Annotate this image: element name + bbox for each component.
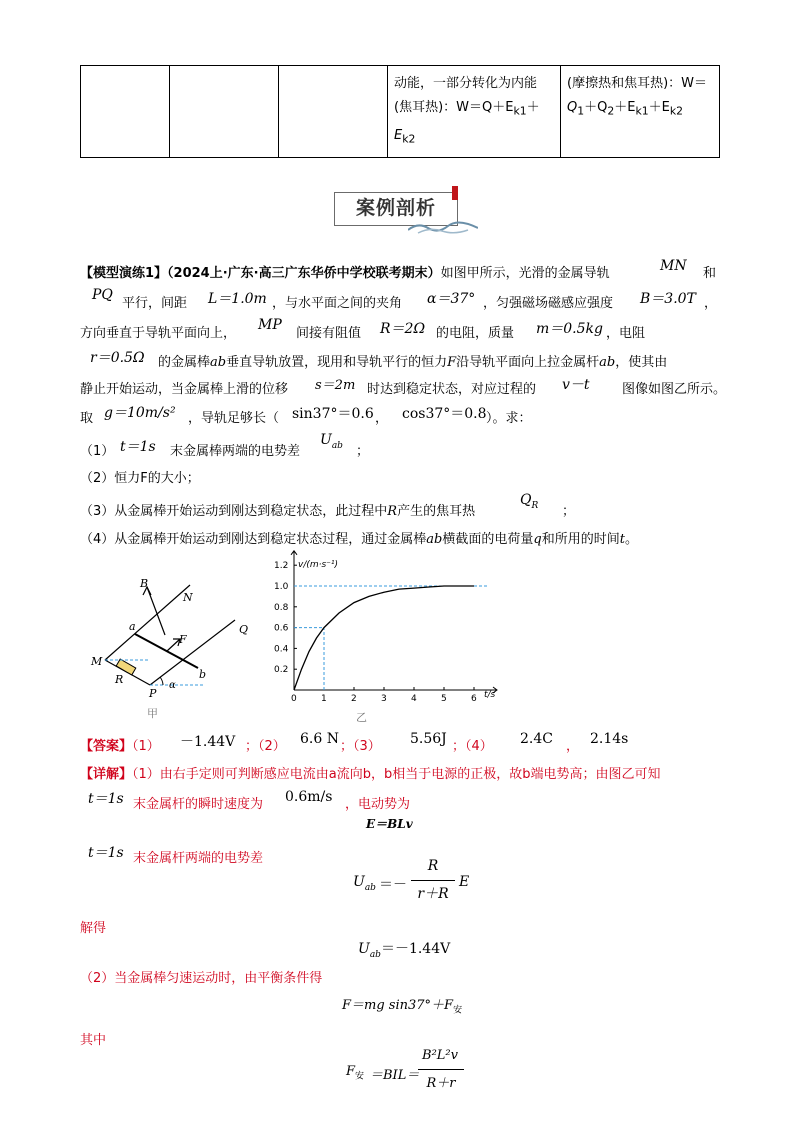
table-text: Q: [567, 100, 578, 115]
formula-cos: cos37°＝0.8: [402, 406, 487, 422]
y-tick-label: 0.6: [274, 623, 289, 634]
text: 末金属棒两端的电势差: [170, 444, 301, 459]
text: ＝BIL＝: [370, 1068, 420, 1083]
text: 其中: [80, 1033, 107, 1048]
answer-2-value: 6.6 N: [300, 731, 339, 747]
text: 平行，间距: [122, 296, 188, 311]
text: ＝－: [379, 877, 407, 893]
label-R: R: [115, 673, 124, 686]
label-alpha: α: [169, 680, 176, 691]
fraction-numerator: B²L²v: [422, 1048, 458, 1063]
text: ＝－1.44V: [380, 941, 451, 957]
fraction-bar: [411, 880, 455, 881]
y-tick-label: 0.2: [274, 665, 289, 676]
question-1-num: （1）: [80, 444, 115, 459]
text: ，导轨足够长（: [188, 411, 280, 426]
table-text: ＋E: [648, 100, 670, 115]
y-tick-label: 0.8: [274, 602, 289, 613]
table-text: 动能，一部分转化为内能: [394, 76, 538, 91]
formula-r: r＝0.5Ω: [90, 350, 145, 366]
text: ，: [375, 411, 389, 426]
x-tick-label: 6: [471, 694, 477, 704]
chart-xlabel: t/s: [484, 690, 496, 700]
text: 和: [703, 266, 717, 281]
answer-3-value: 5.56J: [410, 731, 447, 747]
table-cell-3: [279, 66, 388, 158]
question-4: [80, 528, 638, 547]
text: 产生的焦耳热: [397, 504, 476, 519]
series-line-v: [294, 586, 474, 690]
label-a: a: [129, 620, 136, 633]
arrow-B: [147, 587, 165, 635]
text: 方向垂直于导轨平面向上，: [80, 326, 237, 341]
x-tick-label: 1: [321, 694, 327, 704]
text: q: [533, 532, 542, 547]
text: 图像如图乙所示。: [622, 382, 727, 397]
table-sub: 2: [607, 104, 615, 118]
table-sub: k2: [669, 104, 684, 118]
text: R: [531, 500, 539, 511]
text: ，电阻: [606, 326, 646, 341]
text: ；: [562, 504, 576, 519]
table-text: ＋E: [614, 100, 636, 115]
text: ab: [210, 355, 227, 370]
problem-tag: 【模型演练1】: [80, 266, 168, 281]
label-P: P: [149, 687, 157, 700]
formula-t1: t＝1s: [88, 791, 124, 807]
text: ，使其由: [615, 355, 668, 370]
vt-chart: [270, 550, 510, 725]
text: （2）当金属棒匀速运动时，由平衡条件得: [80, 971, 323, 986]
text: R: [387, 504, 398, 519]
formula-F-balance: [342, 994, 462, 1016]
text: F＝mg sin37°＋F: [342, 998, 454, 1013]
text: ，: [566, 739, 580, 754]
text: U: [320, 432, 332, 448]
solution-tag: 【详解】: [80, 767, 133, 782]
text: ，与水平面之间的夹角: [272, 296, 403, 311]
text: ab: [364, 882, 376, 893]
answer-4a-value: 2.4C: [520, 731, 553, 747]
text: ；（4）: [452, 739, 493, 754]
text: Q: [520, 492, 532, 508]
table-cell-1: [81, 66, 170, 158]
answer-4b-value: 2.14s: [590, 731, 629, 747]
formula-alpha: α＝37°: [427, 291, 476, 307]
text: t: [619, 532, 625, 547]
table-text: E: [394, 127, 403, 143]
banner-red-bar: [452, 186, 458, 200]
table-text: (摩擦热和焦耳热)：W＝: [567, 76, 707, 91]
symbol-MN: MN: [660, 258, 687, 274]
text: 的电阻，质量: [436, 326, 515, 341]
answer-1-value: －1.44V: [180, 734, 236, 750]
x-tick-label: 2: [351, 694, 357, 704]
table-sub: 1: [577, 104, 585, 118]
problem-line-1: [80, 262, 610, 281]
text: U: [353, 874, 365, 890]
caption-jia: 甲: [147, 707, 158, 720]
solution-line-1: [80, 763, 661, 782]
text: F: [447, 355, 457, 370]
table-cell-2: [170, 66, 279, 158]
y-tick-label: 0.4: [274, 644, 289, 655]
table-cell-4: [388, 66, 561, 158]
problem-line-4: [158, 351, 667, 370]
table-sub: k1: [513, 104, 527, 118]
text: 末金属杆的瞬时速度为: [133, 797, 264, 812]
table-text: (焦耳热)：W＝Q＋E: [394, 100, 514, 115]
text: [346, 1064, 364, 1082]
answer-line: [80, 735, 160, 754]
x-tick-label: 5: [441, 694, 447, 704]
text: 。: [624, 532, 638, 547]
chart-caption: 乙: [356, 711, 367, 724]
rod-ab: [135, 634, 198, 668]
formula-t1: t＝1s: [120, 439, 156, 455]
label-N: N: [183, 591, 193, 604]
table-text: ＋Q: [584, 100, 608, 115]
problem-source: （2024上·广东·高三广东华侨中学校联考期末）: [167, 266, 441, 281]
text: 的金属棒: [158, 355, 211, 370]
text: 垂直导轨放置，现用和导轨平行的恒力: [226, 355, 448, 370]
text: 和所用的时间: [541, 532, 620, 547]
text: 如图甲所示，光滑的金属导轨: [440, 266, 610, 281]
formula-g: g＝10m/s²: [104, 405, 176, 421]
model-table: [80, 65, 720, 158]
banner-wave-decoration: [408, 216, 478, 234]
question-3: [80, 500, 475, 519]
text: 末金属杆两端的电势差: [133, 851, 264, 866]
label-M: M: [91, 655, 103, 668]
text: 时达到稳定状态，对应过程的: [367, 382, 537, 397]
formula-m: m＝0.5kg: [536, 321, 603, 337]
label-Q: Q: [239, 623, 249, 636]
fraction-numerator: R: [427, 858, 439, 874]
text: E: [459, 874, 470, 890]
chart-ylabel: v/(m·s⁻¹): [298, 560, 339, 570]
fraction-denominator: R＋r: [426, 1076, 456, 1091]
table-cell-5: [561, 66, 720, 158]
formula-v: 0.6m/s: [285, 789, 333, 805]
label-F: F: [179, 633, 187, 646]
formula-L: L＝1.0m: [208, 291, 267, 307]
formula-B: B＝3.0T: [640, 291, 696, 307]
text: ，匀强磁场磁感应强度: [483, 296, 614, 311]
angle-arc: [160, 677, 163, 685]
table-text: ＋: [526, 100, 540, 115]
table-sub: k2: [402, 132, 416, 146]
text: ）。求：: [486, 411, 532, 426]
x-tick-label: 0: [291, 694, 297, 704]
label-B: B: [140, 577, 149, 590]
text: ab: [426, 532, 443, 547]
text: ，: [704, 296, 718, 311]
text: F: [346, 1064, 356, 1079]
text: 沿导轨平面向上拉金属杆: [456, 355, 600, 370]
text: （3）从金属棒开始运动到刚达到稳定状态，此过程中: [80, 504, 388, 519]
text: （1）由右手定则可判断感应电流由a流向b，b相当于电源的正极，故b端电势高；由图乙可知: [132, 767, 661, 782]
y-tick-label: 1.2: [274, 561, 289, 572]
x-tick-label: 3: [381, 694, 387, 704]
text: [353, 874, 376, 893]
text: 安: [453, 1005, 463, 1016]
formula-Uab-result: [358, 938, 450, 960]
text: ；（3）: [340, 739, 381, 754]
text: ab: [599, 355, 616, 370]
text: （4）从金属棒开始运动到刚达到稳定状态过程，通过金属棒: [80, 532, 427, 547]
text: ；（2）: [245, 739, 286, 754]
symbol-PQ: PQ: [92, 287, 113, 303]
text: （1）: [132, 739, 160, 754]
label-b: b: [199, 668, 207, 681]
text: 静止开始运动，当金属棒上滑的位移: [80, 382, 289, 397]
formula-vt: v－t: [562, 377, 590, 393]
formula-sin: sin37°＝0.6: [292, 406, 374, 422]
text: 安: [355, 1071, 365, 1082]
figure-rails-diagram: [85, 555, 265, 725]
text: 取: [80, 411, 94, 426]
banner-title: 案例剖析: [355, 197, 436, 219]
formula-t1: t＝1s: [88, 845, 124, 861]
fraction-bar: [418, 1069, 464, 1070]
x-tick-label: 4: [411, 694, 417, 704]
text: U: [358, 941, 370, 957]
table-sub: k1: [635, 104, 649, 118]
text: ab: [369, 949, 381, 960]
text: 横截面的电荷量: [442, 532, 534, 547]
rail-MN: [105, 585, 190, 660]
text: ab: [331, 440, 343, 451]
fraction-denominator: r＋R: [417, 886, 449, 902]
formula-s: s＝2m: [315, 378, 356, 393]
text: ，电动势为: [345, 797, 411, 812]
text: 间接有阻值: [296, 326, 362, 341]
text: ；: [356, 444, 370, 459]
question-2: （2）恒力F的大小；: [80, 471, 200, 486]
y-tick-label: 1.0: [274, 582, 289, 592]
section-banner: [328, 186, 470, 230]
formula-Uab: [320, 432, 343, 451]
formula-QR: [520, 492, 538, 511]
formula-R: R＝2Ω: [380, 321, 426, 337]
symbol-MP: MP: [258, 317, 282, 333]
text: 解得: [80, 921, 107, 936]
formula-E: E＝BLv: [366, 817, 413, 831]
answer-tag: 【答案】: [80, 739, 133, 754]
